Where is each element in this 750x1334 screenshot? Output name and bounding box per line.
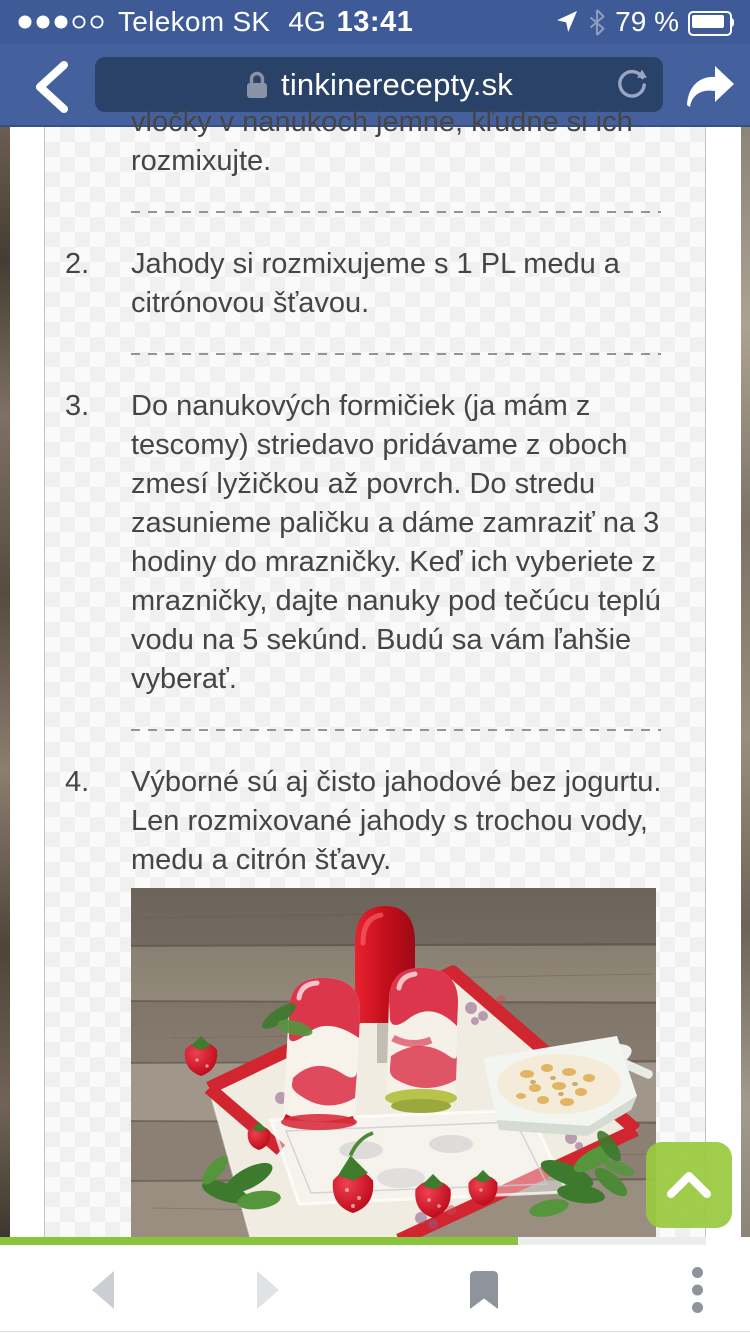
more-options-button[interactable] bbox=[675, 1245, 719, 1334]
page-progress-fill bbox=[0, 1237, 518, 1245]
dashed-separator bbox=[131, 353, 661, 355]
bookmark-icon bbox=[470, 1271, 498, 1309]
back-arrow-icon bbox=[92, 1271, 116, 1309]
battery-icon bbox=[688, 10, 738, 34]
step-text: Výborné sú aj čisto jahodové bez jogurtu. Len rozmixované jahody s trochou vody, medu a citrón šťavy. bbox=[131, 766, 662, 876]
page-background-left bbox=[0, 127, 10, 1237]
lock-icon bbox=[245, 70, 269, 100]
step-number: 3. bbox=[65, 390, 90, 422]
network-type-label: 4G bbox=[288, 6, 326, 37]
recipe-content bbox=[45, 106, 705, 1237]
save-bookmark-button[interactable] bbox=[462, 1245, 506, 1334]
back-chevron-button[interactable] bbox=[26, 59, 82, 115]
recipe-step-4 bbox=[65, 763, 685, 880]
step-number: 2. bbox=[65, 248, 90, 280]
page-progress-bar bbox=[0, 1237, 750, 1245]
step-number: 4. bbox=[65, 766, 90, 798]
location-services-icon bbox=[555, 10, 579, 34]
recipe-step-3 bbox=[65, 387, 685, 699]
carrier-label: Telekom SK bbox=[118, 6, 271, 37]
forward-arrow-icon bbox=[255, 1271, 279, 1309]
history-back-button[interactable] bbox=[82, 1245, 126, 1334]
page-background-right bbox=[741, 127, 750, 1237]
status-bar bbox=[0, 0, 750, 44]
clock: 13:41 bbox=[336, 5, 414, 38]
step-text: Do nanukových formičiek (ja mám z tescomy) striedavo pridávame z oboch zmesí lyžičkou až povrch. Do stredu zasunieme paličku a dáme zamraziť na 3 hodiny do mrazničky. Keď ich vyberiete z mrazničky, dajte nanuky pod tečúcu teplú vodu na 5 sekúnd. Budú sa vám ľahšie vyberať. bbox=[131, 390, 661, 695]
url-text: tinkinerecepty.sk bbox=[281, 66, 513, 102]
web-page-viewport bbox=[0, 106, 750, 1237]
scroll-to-top-button[interactable] bbox=[646, 1142, 732, 1228]
kebab-menu-icon bbox=[691, 1266, 704, 1314]
recipe-step-2 bbox=[65, 245, 685, 323]
dashed-separator bbox=[131, 729, 661, 731]
bluetooth-icon bbox=[588, 9, 606, 36]
recipe-photo bbox=[131, 888, 656, 1240]
history-forward-button[interactable] bbox=[245, 1245, 289, 1334]
chevron-up-icon bbox=[665, 1170, 713, 1200]
share-forward-icon[interactable] bbox=[684, 62, 736, 110]
recipe-step-partial: vločky v nanukoch jemne, kľudne si ich rozmixujte. bbox=[131, 106, 633, 177]
dashed-separator bbox=[131, 211, 661, 213]
browser-toolbar bbox=[0, 1245, 750, 1334]
step-text: Jahody si rozmixujeme s 1 PL medu a citrónovou šťavou. bbox=[131, 248, 620, 319]
reload-icon[interactable] bbox=[615, 68, 649, 102]
battery-percent-label: 79 % bbox=[615, 6, 679, 37]
